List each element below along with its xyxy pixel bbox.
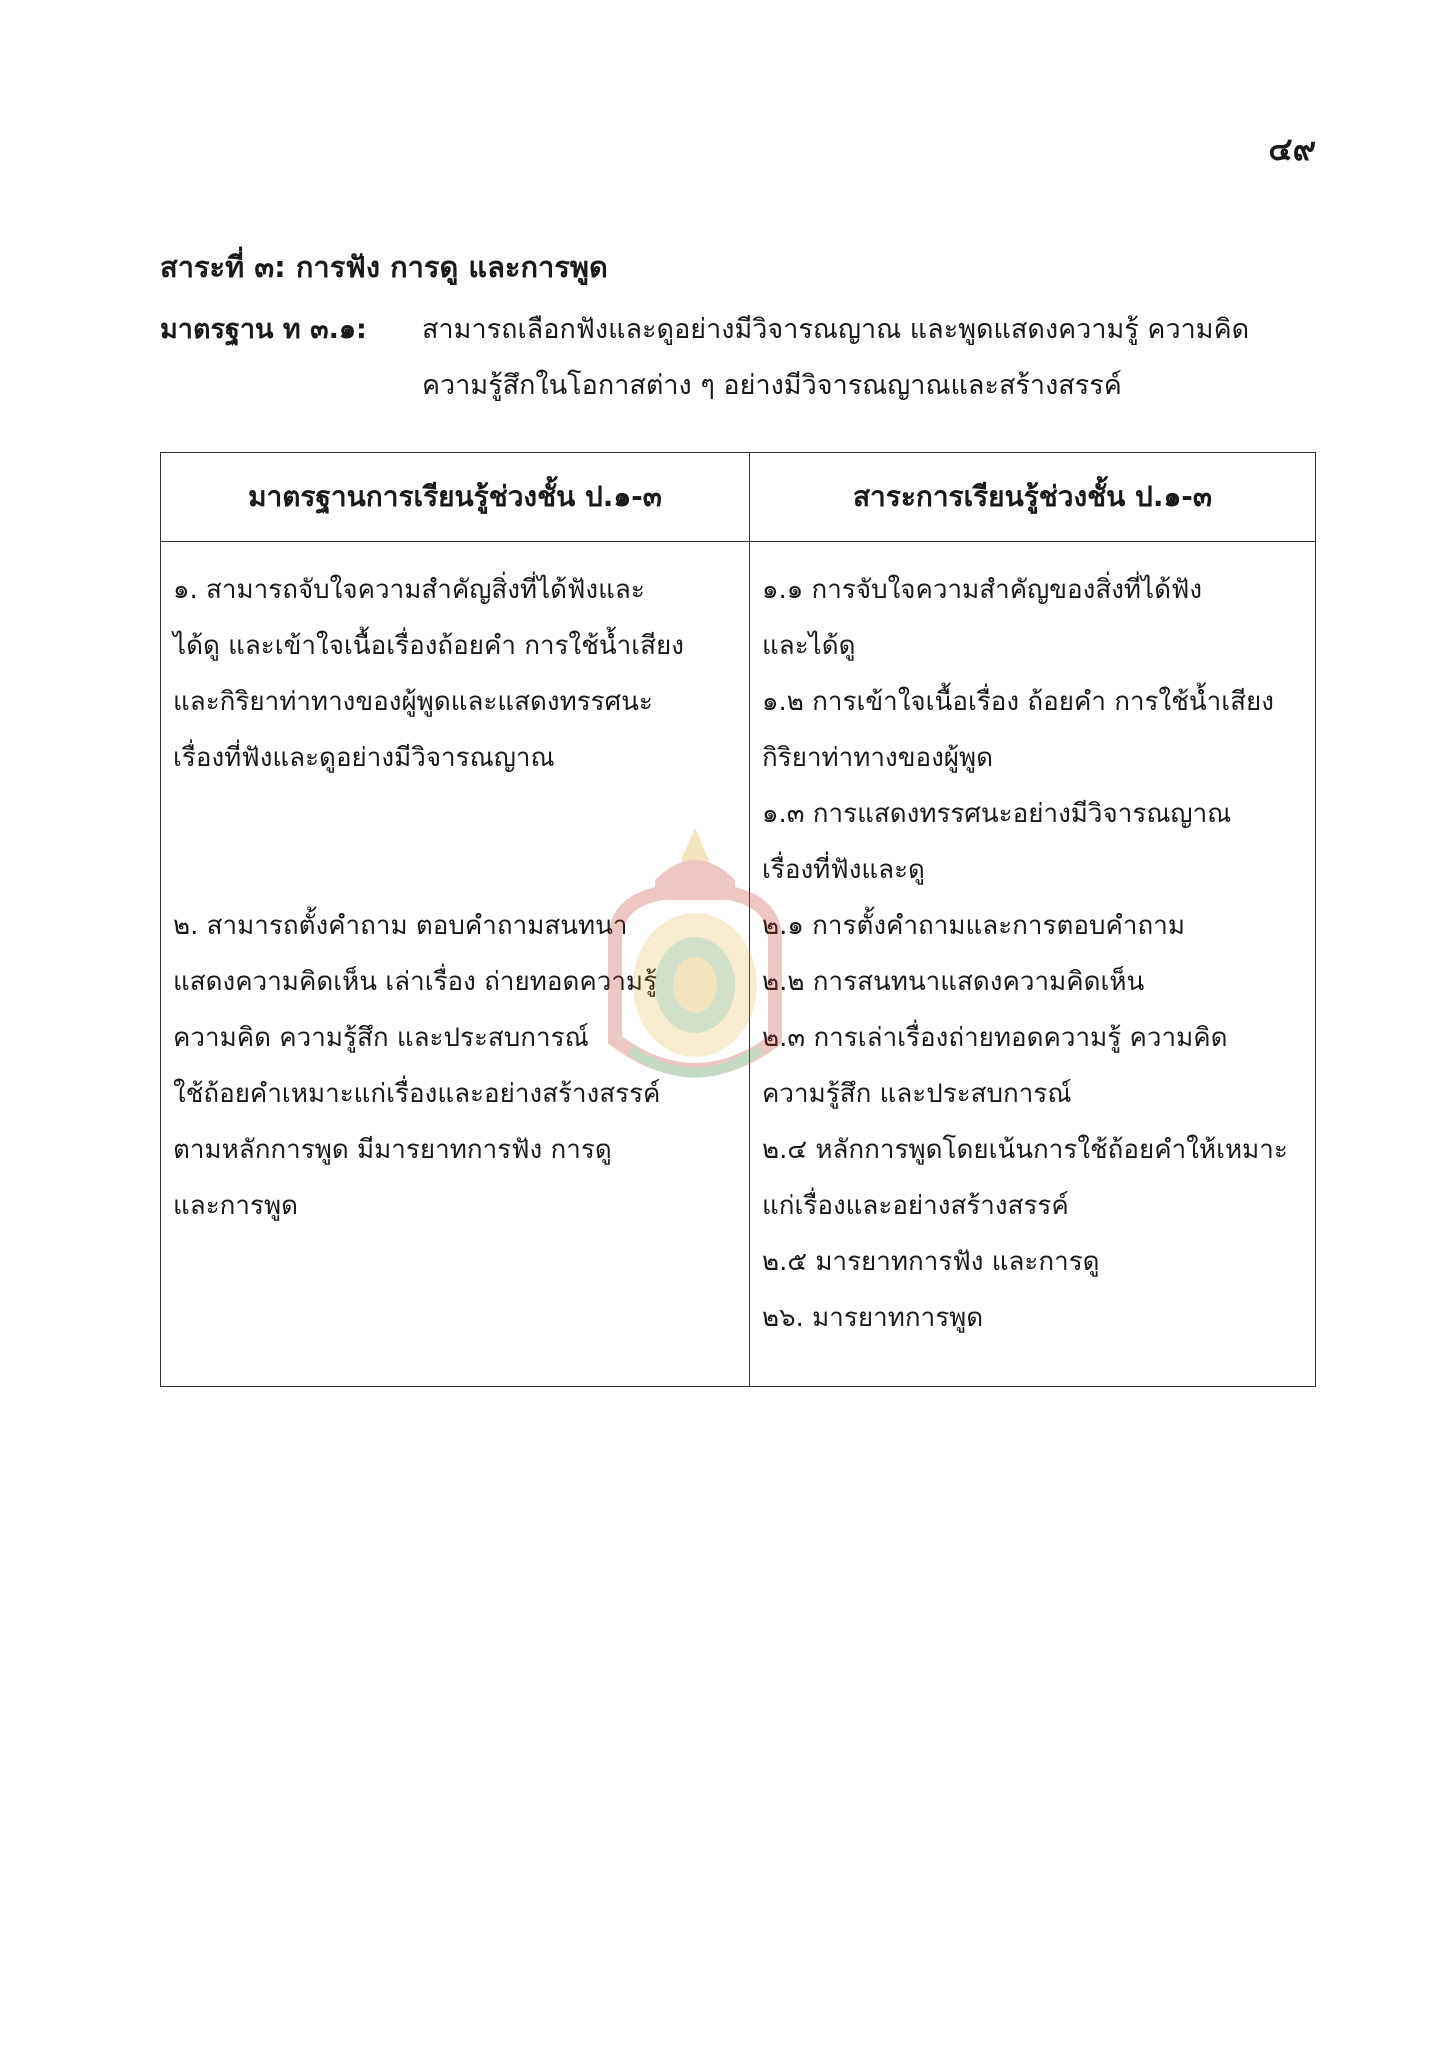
text-line: ๒. สามารถตั้งคำถาม ตอบคำถามสนทนา <box>173 911 628 941</box>
content-line: แก่เรื่องและอย่างสร้างสรรค์ <box>762 1191 1069 1221</box>
content-line: ๒.๔ หลักการพูดโดยเน้นการใช้ถ้อยคำให้เหมาะ <box>762 1135 1288 1165</box>
content-line: ความรู้สึก และประสบการณ์ <box>762 1079 1072 1109</box>
table-header-row <box>161 453 1316 542</box>
text-line: ได้ดู และเข้าใจเนื้อเรื่องถ้อยคำ การใช้น้ำเสียง <box>173 631 684 661</box>
curriculum-table <box>160 452 1316 1387</box>
content-line: เรื่องที่ฟังและดู <box>762 855 925 885</box>
text-line: ตามหลักการพูด มีมารยาทการฟัง การดู <box>173 1135 612 1165</box>
content-line: กิริยาท่าทางของผู้พูด <box>762 743 994 773</box>
standard-label: มาตรฐาน ท ๓.๑: <box>160 314 367 345</box>
text-line: และการพูด <box>173 1191 298 1221</box>
section-heading: สาระที่ ๓: การฟัง การดู และการพูด <box>160 250 608 284</box>
text-line: ความคิด ความรู้สึก และประสบการณ์ <box>173 1023 589 1053</box>
learning-content-cell <box>750 542 1316 1387</box>
standard-item-2 <box>173 898 739 1234</box>
content-line: ๑.๑ การจับใจความสำคัญของสิ่งที่ได้ฟัง <box>762 575 1203 605</box>
content-line: ๒.๕ มารยาทการฟัง และการดู <box>762 1247 1100 1277</box>
text-line: แสดงความคิดเห็น เล่าเรื่อง ถ่ายทอดความรู้ <box>173 967 658 997</box>
content-line: ๑.๓ การแสดงทรรศนะอย่างมีวิจารณญาณ <box>762 799 1232 829</box>
standard-text-line-2: ความรู้สึกในโอกาสต่าง ๆ อย่างมีวิจารณญาณและสร้างสรรค์ <box>422 370 1122 401</box>
content-line: ๑.๒ การเข้าใจเนื้อเรื่อง ถ้อยคำ การใช้น้ำเสียง <box>762 687 1274 717</box>
text-line: เรื่องที่ฟังและดูอย่างมีวิจารณญาณ <box>173 743 555 773</box>
table-row <box>161 542 1316 1387</box>
content-line: และได้ดู <box>762 631 856 661</box>
text-line: ๑. สามารถจับใจความสำคัญสิ่งที่ได้ฟังและ <box>173 575 645 605</box>
content-line: ๒๖. มารยาทการพูด <box>762 1303 984 1333</box>
standard-text-line-1: สามารถเลือกฟังและดูอย่างมีวิจารณญาณ และพูดแสดงความรู้ ความคิด <box>422 314 1250 345</box>
header-learning-content: สาระการเรียนรู้ช่วงชั้น ป.๑-๓ <box>750 453 1316 542</box>
learning-standard-cell <box>161 542 750 1387</box>
standard-item-1 <box>173 562 739 786</box>
text-line: ใช้ถ้อยคำเหมาะแก่เรื่องและอย่างสร้างสรรค์ <box>173 1079 661 1109</box>
content-line: ๒.๑ การตั้งคำถามและการตอบคำถาม <box>762 911 1185 941</box>
text-line: และกิริยาท่าทางของผู้พูดและแสดงทรรศนะ <box>173 687 653 717</box>
content-line: ๒.๓ การเล่าเรื่องถ่ายทอดความรู้ ความคิด <box>762 1023 1228 1053</box>
page-number: ๔๙ <box>1268 130 1316 168</box>
header-learning-standard: มาตรฐานการเรียนรู้ช่วงชั้น ป.๑-๓ <box>161 453 750 542</box>
content-line: ๒.๒ การสนทนาแสดงความคิดเห็น <box>762 967 1145 997</box>
